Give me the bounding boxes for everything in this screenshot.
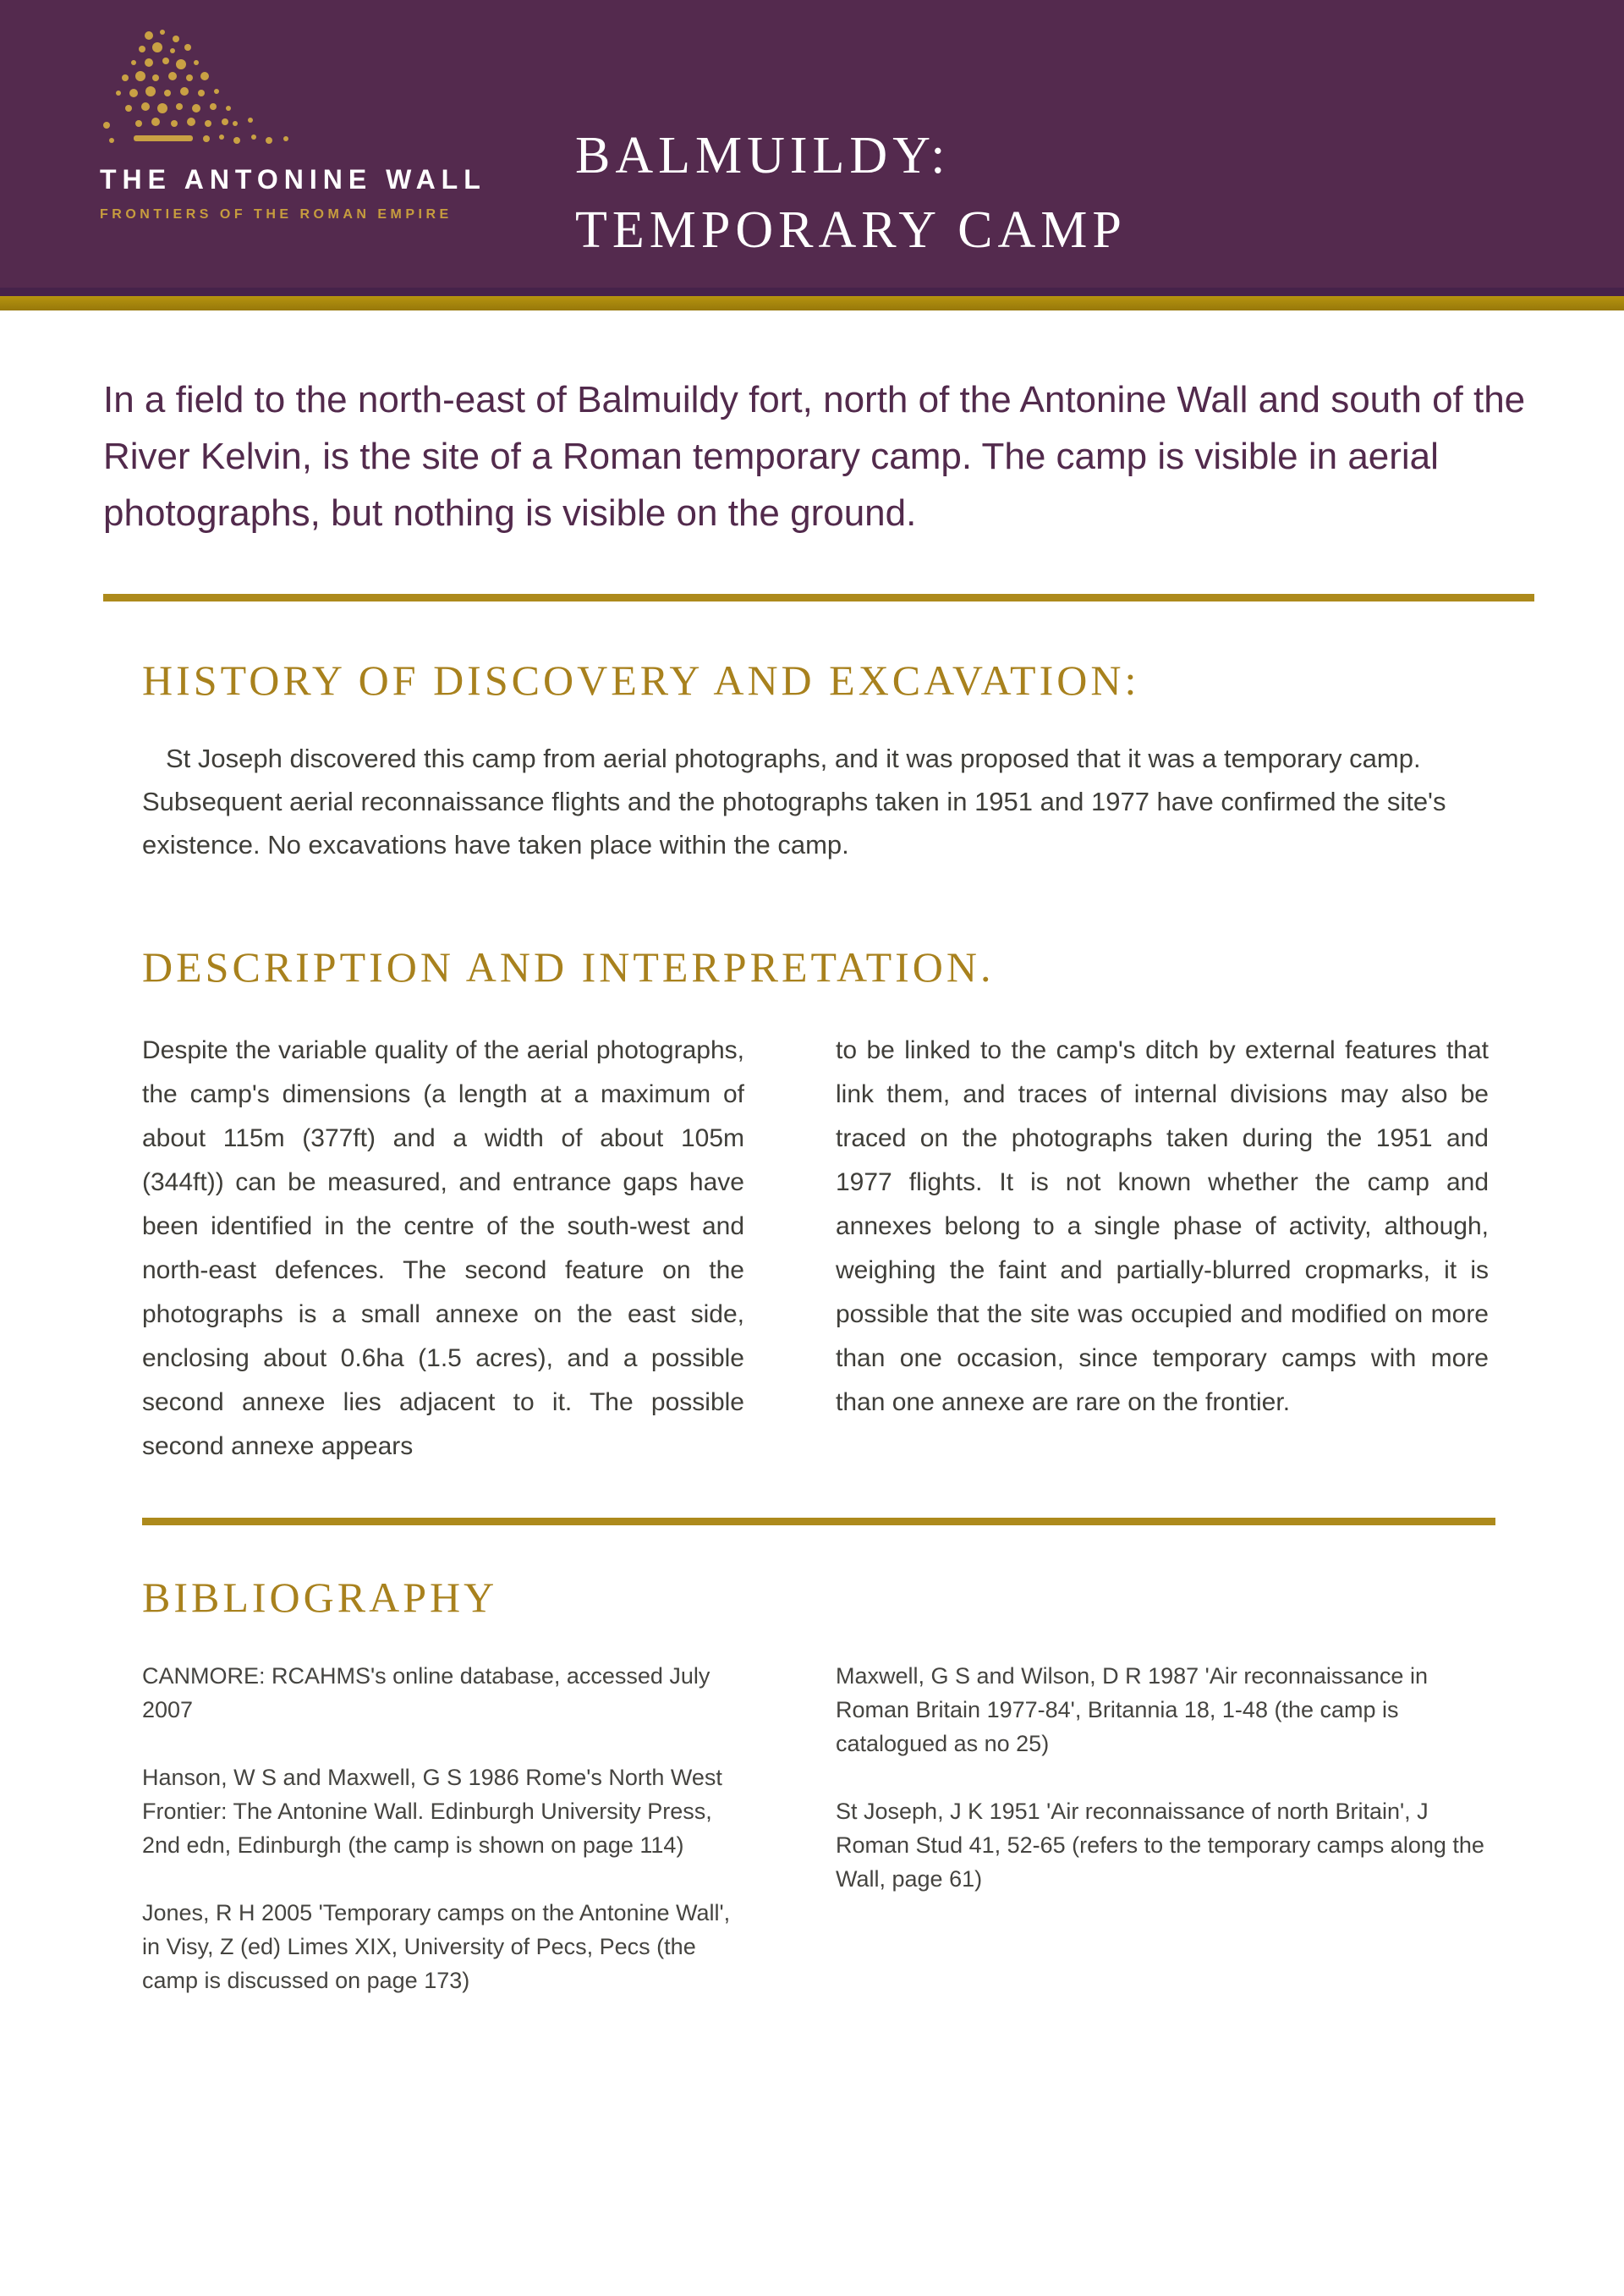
- section-divider: [103, 594, 1534, 601]
- bibliography-columns: [142, 1659, 1531, 2031]
- thistle-emblem-icon: [100, 25, 506, 159]
- antonine-wall-logo: [100, 25, 506, 222]
- description-section-heading: DESCRIPTION AND INTERPRETATION.: [142, 943, 995, 991]
- description-column-left: Despite the variable quality of the aerial photographs, the camp's dimensions (a length at a maximum of about 115m (377ft) and a width of about 105m (344ft)) can be measured, and entrance gaps have been identified in the centre of the south-west and north-east defences. The second feature on the photographs is a small annexe on the east side, enclosing about 0.6ha (1.5 acres), and a possible second annexe lies adjacent to it. The possible second annexe appears: [142, 1036, 744, 1460]
- bibliography-column-right: [836, 1659, 1489, 2031]
- bibliography-entry: Hanson, W S and Maxwell, G S 1986 Rome's North West Frontier: The Antonine Wall. Edinburgh University Press, 2nd edn, Edinburgh (the camp is shown on page 114): [142, 1765, 722, 1858]
- history-body-text: St Joseph discovered this camp from aerial photographs, and it was proposed that it was a temporary camp. Subsequent aerial reconnaissance flights and the photographs taken in 1951 and 1977 have confirmed the site's existence. No excavations have taken place within the camp.: [142, 744, 1446, 860]
- page-header: [0, 0, 1624, 288]
- title-line-1: BALMUILDY:: [575, 127, 951, 184]
- bibliography-column-left: [142, 1659, 744, 2031]
- section-description: [103, 942, 1531, 1469]
- main-content: [0, 371, 1624, 2031]
- intro-paragraph: In a field to the north-east of Balmuildy fort, north of the Antonine Wall and south of the River Kelvin, is the site of a Roman temporary camp. The camp is visible in aerial photographs, but nothing is visible on the ground.: [103, 379, 1526, 534]
- bibliography-entry: Maxwell, G S and Wilson, D R 1987 'Air reconnaissance in Roman Britain 1977-84', Britannia 18, 1-48 (the camp is catalogued as no 25): [836, 1663, 1428, 1756]
- bibliography-entry: Jones, R H 2005 'Temporary camps on the Antonine Wall', in Visy, Z (ed) Limes XIX, University of Pecs, Pecs (the camp is discussed on page 173): [142, 1900, 731, 1993]
- brand-text: THE ANTONINE WALL: [100, 164, 486, 195]
- gold-divider-bar: [0, 296, 1624, 310]
- bibliography-section-heading: BIBLIOGRAPHY: [142, 1574, 498, 1621]
- title-line-2: TEMPORARY CAMP: [575, 201, 1127, 259]
- bibliography-entry: St Joseph, J K 1951 'Air reconnaissance of north Britain', J Roman Stud 41, 52-65 (refers to the temporary camps along the Wall, page 61): [836, 1799, 1484, 1892]
- page-title: [575, 118, 1127, 267]
- history-section-heading: HISTORY OF DISCOVERY AND EXCAVATION:: [142, 656, 1140, 704]
- brand-caption: FRONTIERS OF THE ROMAN EMPIRE: [100, 207, 453, 222]
- section-divider: [142, 1518, 1495, 1525]
- section-history: [103, 656, 1531, 866]
- description-columns: [142, 1029, 1531, 1469]
- section-bibliography: [103, 1573, 1531, 2031]
- description-column-right: to be linked to the camp's ditch by external features that link them, and traces of internal divisions may also be traced on the photographs taken during the 1951 and 1977 flights. It is not known whether the camp and annexes belong to a single phase of activity, although, weighing the faint and partially-blurred cropmarks, it is possible that the site was occupied and modified on more than one occasion, since temporary camps with more than one annexe are rare on the frontier.: [836, 1036, 1489, 1416]
- header-bottom-strip: [0, 288, 1624, 296]
- bibliography-entry: CANMORE: RCAHMS's online database, accessed July 2007: [142, 1663, 710, 1722]
